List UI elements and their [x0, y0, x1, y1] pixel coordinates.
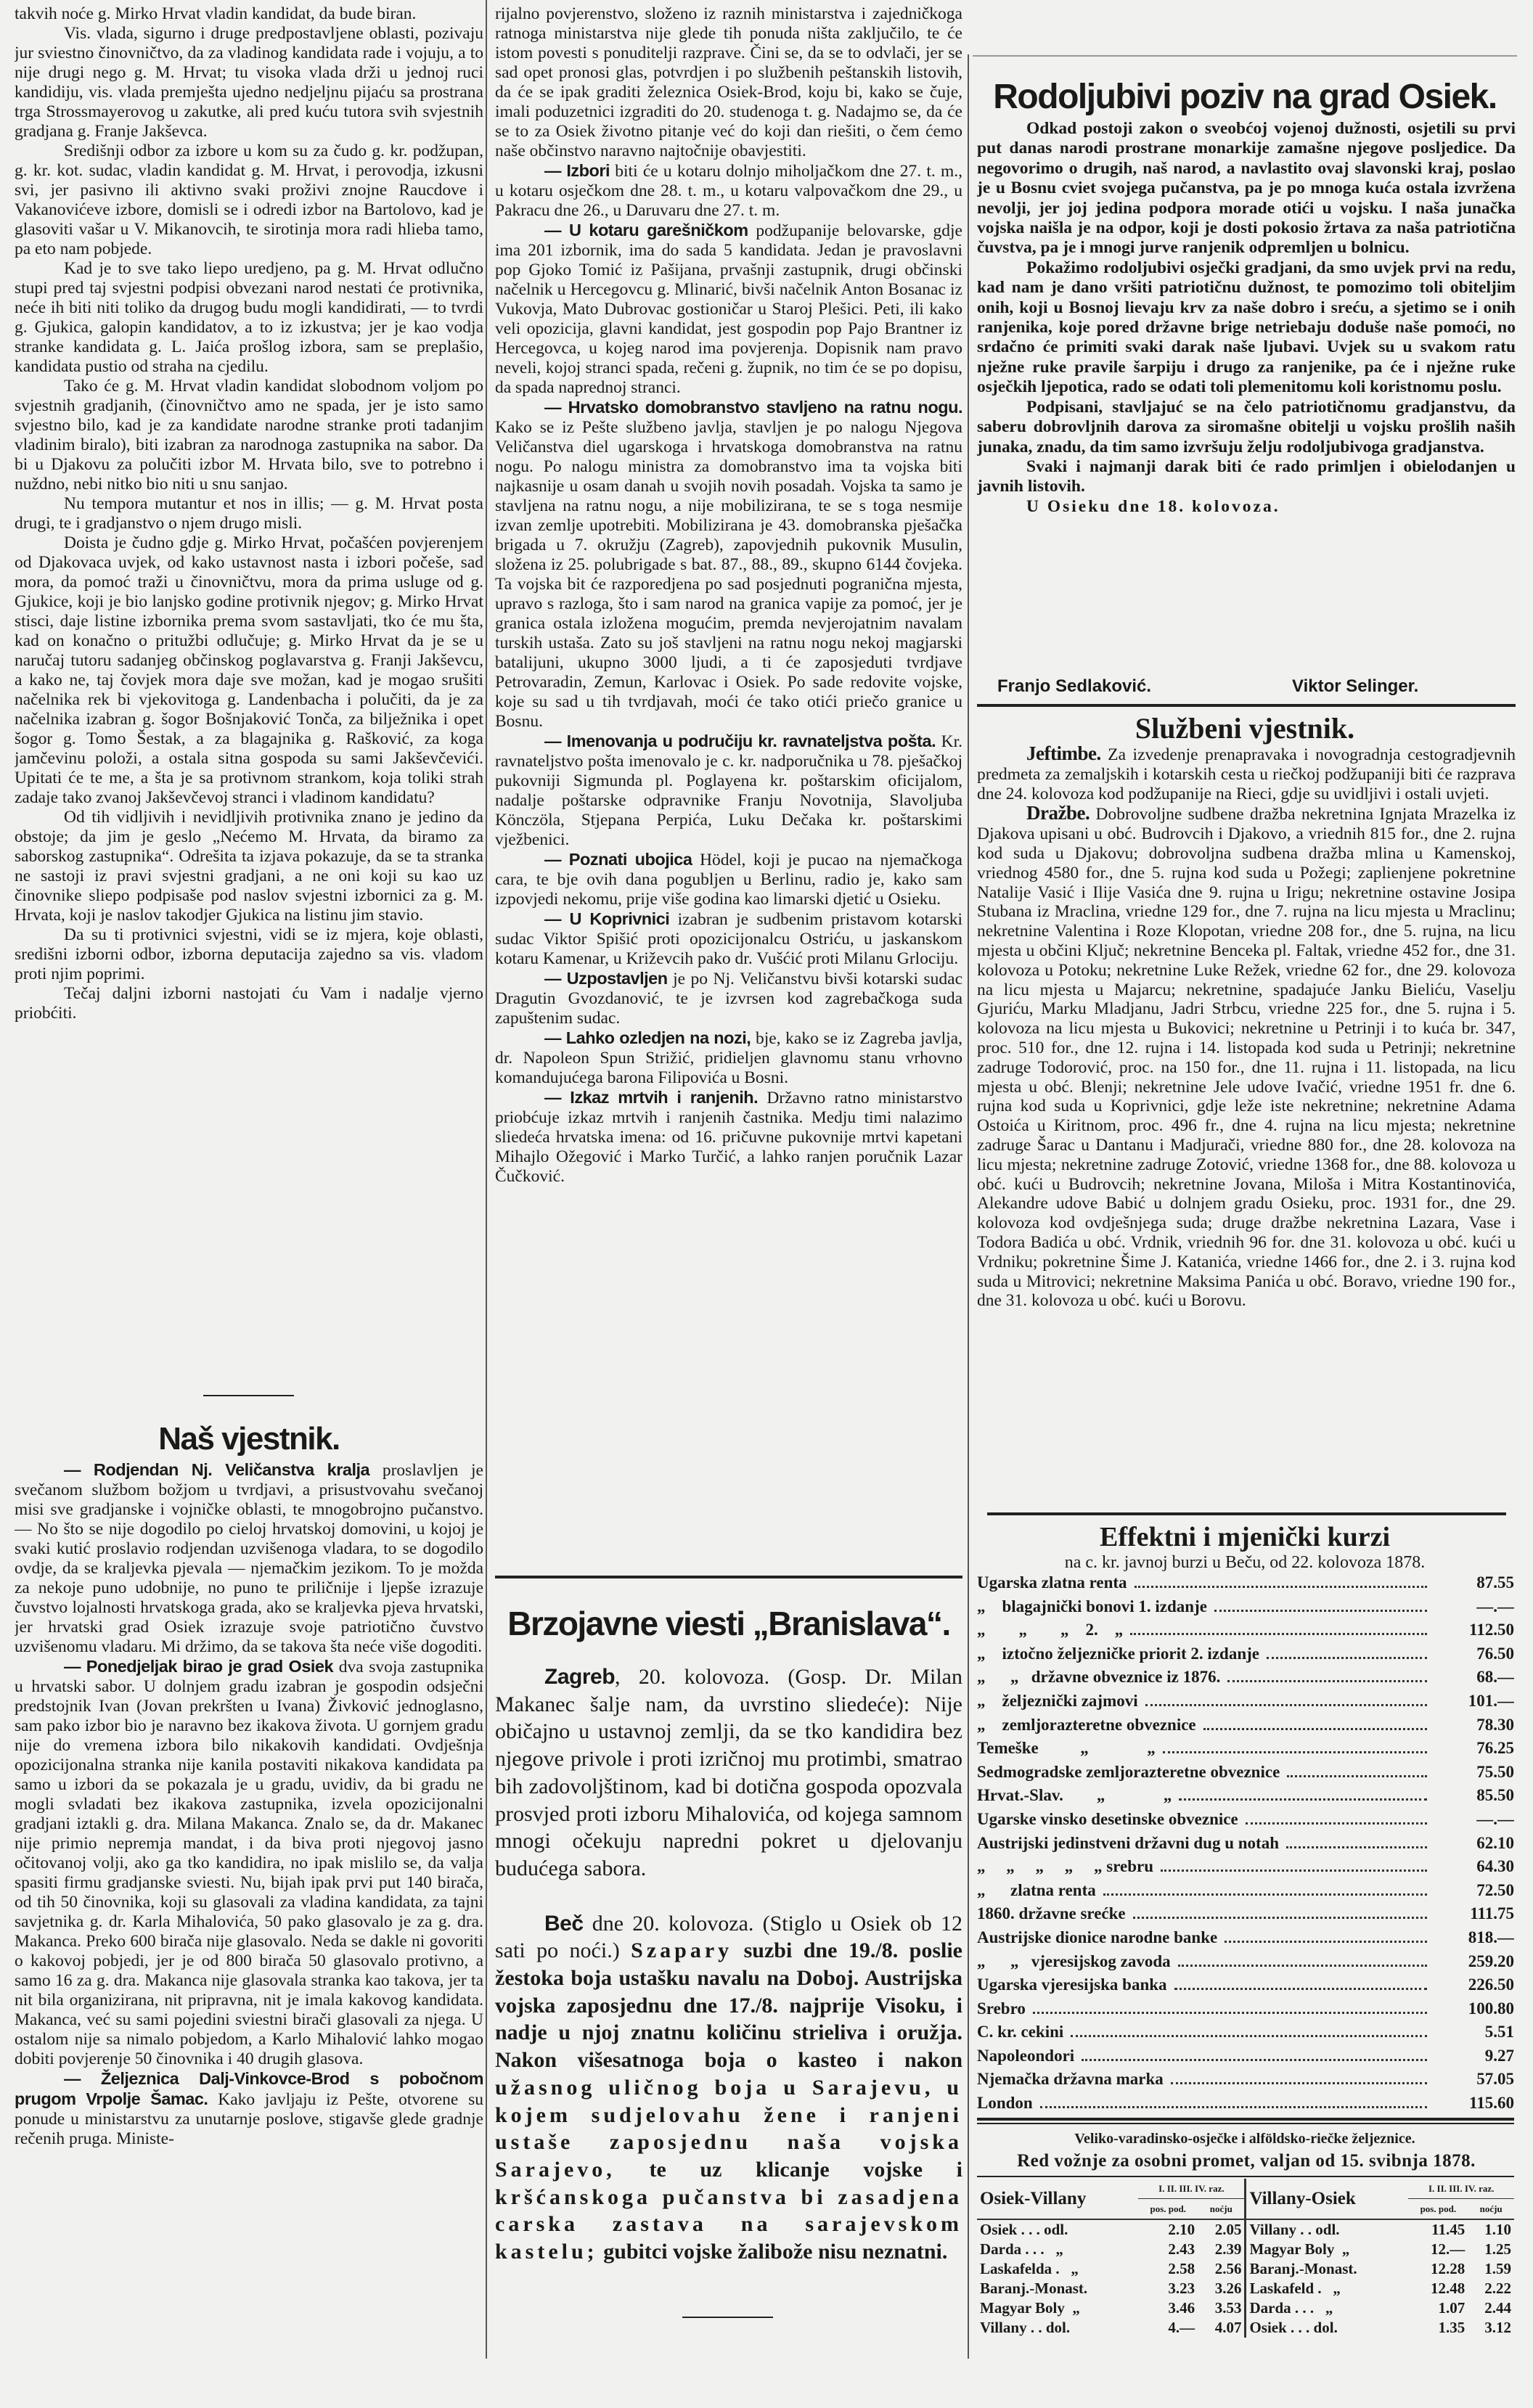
departure-time: 1.10 — [1484, 2221, 1511, 2238]
news-item — [495, 221, 962, 398]
leader-dots — [1214, 1610, 1427, 1612]
timetable-row — [977, 2298, 1514, 2318]
news-lead: — U Koprivnici — [544, 909, 670, 928]
news-lead: — Poznati ubojica — [544, 850, 692, 869]
rate-value: 68.— — [1476, 1668, 1514, 1687]
column-divider-2 — [968, 54, 969, 2359]
paragraph: Svaki i najmanji darak biti će rado primljen i obielodanjen u javnih listovih. — [977, 456, 1516, 496]
rate-label: Hrvat.-Slav. „ „ — [977, 1786, 1172, 1805]
left-direction: Osiek-Villany — [980, 2188, 1087, 2208]
news-item — [495, 1028, 962, 1088]
departure-time: 2.10 — [1168, 2221, 1195, 2238]
station-name: Villany . . dol. — [980, 2319, 1071, 2336]
rate-value: 57.05 — [1476, 2070, 1514, 2089]
news-item — [495, 909, 962, 969]
notice — [977, 803, 1516, 1311]
departure-time: 12.— — [1431, 2240, 1465, 2258]
rate-label: 1860. državne srećke — [977, 1904, 1126, 1923]
rate-value: 72.50 — [1476, 1880, 1514, 1899]
signature-selinger: Viktor Selinger. — [1292, 676, 1419, 696]
station-name: Darda . . . „ — [1246, 2298, 1408, 2318]
rate-label: Napoleondori — [977, 2046, 1075, 2065]
telegram-text: , 20. kolovoza. (Gosp. Dr. Milan Makanec šalje nam, da uvrstino sliedeće): Nije običajno u ustavnoj zemlji, da se tko kandidira bez njegove privole i proti izričnoj mu protimbi, smatrao bih zadovoljštinom, kad bi dotična gospoda opozvala prosvjed proti izboru Mihalovića, od kojega samnom mnogi očekuju napredni pokret u djelovanju budućega sabora. — [495, 1665, 962, 1880]
rate-label: „ „ „ 2. „ — [977, 1621, 1124, 1639]
rate-label: Srebro — [977, 1999, 1026, 2018]
news-text: biti će u kotaru dolnjo miholjačkom dne 27. t. m., u kotaru osječkom dne 28. t. m., u kotaru valpovačkom dne 29., u Pakracu dne 26., u Daruvaru dne 27. t. m. — [495, 162, 962, 220]
official-title: Službeni vjestnik. — [1135, 712, 1355, 745]
rate-value: 87.55 — [1476, 1573, 1514, 1592]
news-lead: — Rodjendan Nj. Veličanstva kralja — [64, 1460, 370, 1479]
news-lead: — Izkaz mrtvih i ranjenih. — [544, 1088, 759, 1107]
news-lead: — U kotaru garešničkom — [544, 221, 748, 239]
class-header: I. II. III. IV. raz. — [1408, 2179, 1514, 2199]
section-rule — [977, 704, 1516, 707]
departure-time: 2.44 — [1484, 2299, 1511, 2317]
news-lead: — Željeznica Dalj-Vinkovce-Brod s pobočnom prugom Vrpolje Šamac. — [15, 2069, 483, 2108]
paragraph: Pokažimo rodoljubivi osječki gradjani, da smo uvjek prvi na redu, kad nam je dano vršiti patriotičnu dužnost, te pomozimo toli obiteljim onih, koji u Bosnoj lievaju krv za naše dobro i sreću, a sjetimo se i onih ranjenika, koje pored državne brige netriebaju doduše naše pomoći, no srdačno će primiti svaki darak naše ljubavi. Uvjek su u svakom ratu nježne ruke pravile šarpiju i drugo za ranjenike, pa će i nježne ruke osječkih ljepotica, rado se odati toli plemenitomu koli koristnomu poslu. — [977, 258, 1516, 397]
col-a-header: pos. pod. — [1150, 2203, 1186, 2214]
rate-value: 64.30 — [1476, 1857, 1514, 1876]
rate-value: 9.27 — [1484, 2046, 1514, 2065]
news-text: bje, kako se iz Zagreba javlja, dr. Napoleon Spun Strižić, pridieljen glavnomu stanu vrhovno komandujućega barona Filipovića u Bosni. — [495, 1029, 962, 1087]
rate-value: 226.50 — [1468, 1975, 1514, 1994]
leader-dots — [1225, 1941, 1427, 1943]
departure-time: 12.28 — [1431, 2260, 1465, 2277]
leader-dots — [1103, 1893, 1427, 1896]
rate-value: 101.— — [1468, 1691, 1514, 1710]
paragraph: Odkad postoji zakon o sveobćoj vojenoj dužnosti, osjetili su prvi put danas narodi prostrane monarkije zamašne njegove posljedice. Da negovorimo o drugih, naš narod, a navlastito ovaj slavonski kraj, poslao je u Bosnu cviet svojega pučanstva, pa je po mnoga kuća ostala izvržena nevolji, jer joj jedina podpora morade otići u vojsku. I naša junačka vojska naišla je na odpor, koji je dosti pokosio žrtava za naša patriotična čuvstva, pa je i mnogi jurve ranjenik odpremljen u bolnicu. — [977, 119, 1516, 258]
departure-time: 3.23 — [1168, 2280, 1195, 2297]
rate-row — [977, 1573, 1514, 1597]
leader-dots — [1246, 1822, 1427, 1825]
notice — [977, 744, 1516, 803]
station-name: Laskafeld . „ — [1246, 2279, 1408, 2298]
paragraph: Vis. vlada, sigurno i druge predpostavljene oblasti, pozivaju jur sviestno činovničtvo, da za vladinog kandidata rade i vojuju, a to nije drugi nego g. M. Hrvat; tu visoka vlada drži u jednoj ruci kandidiju, vis. vlada premješta ujedno nedjeljnu pijaću sa prostrana trga Strossmayerovog u zakutke, ali pred kuću tutora svih svjestnih gradjana g. Franje Jakševca. — [15, 24, 483, 141]
train-subtitle: Red vožnje za osobni promet, valjan od 15. svibnja 1878. — [1017, 2151, 1476, 2171]
rate-label: Njemačka državna marka — [977, 2070, 1164, 2089]
leader-dots — [1033, 2012, 1427, 2014]
news-text: je po Nj. Veličanstvu bivši kotarski sudac Dragutin Gvozdanović, te je izvrsen kod zagrebačkoga suda zapuštenim sudac. — [495, 970, 962, 1028]
leader-dots — [1163, 1751, 1427, 1753]
paragraph: Od tih vidljivih i nevidljivih protivnika znano je jedino da obstoje; da jim je geslo „Nećemo M. Hrvata, da biramo za saborskog zastupnika“. Odrešita ta izjava pokazuje, da se ta stranka ne sastoji iz pravi svjestni gradjani, a ne oni koji su kao uz činovnike sliepo podpisaše pod naslov svjestni izbornici za g. M. Hrvata, koji je naslov takodjer Gjukica na listinu jim stavio. — [15, 808, 483, 925]
rate-label: London — [977, 2094, 1033, 2113]
separator — [682, 2317, 773, 2318]
notice-lead: Dražbe. — [1026, 802, 1090, 824]
rate-label: „ „ „ „ „ srebru — [977, 1857, 1153, 1876]
rate-row — [977, 2047, 1514, 2071]
station-name: Magyar Boly „ — [1246, 2240, 1408, 2259]
timetable-row — [977, 2259, 1514, 2279]
rate-row — [977, 2023, 1514, 2047]
station-name: Baranj.-Monast. — [1246, 2259, 1408, 2279]
rate-value: —.— — [1476, 1809, 1514, 1828]
telegram — [495, 1910, 962, 2266]
rate-value: 112.50 — [1469, 1621, 1514, 1639]
rate-row — [977, 1645, 1514, 1668]
rate-label: Austrijske dionice narodne banke — [977, 1928, 1218, 1946]
paragraph: Doista je čudno gdje g. Mirko Hrvat, počašćen povjerenjem od Djakovaca uvjek, od kako ustavnost nasta i izbori počeše, sad mora, da pomoć traži u činovničtvu, mora da prima usluge od g. Gjukice, koji je bio lanjsko godine protivnik njegov; g. Mirko Hrvat stisci, daje listine izbornika prema svom sastavljati, tko će mu šta, kad on konačno o pritužbi odlučuje; g. Mirko Hrvat da je se u naručaj tutoru sadanjeg občinskog poglavarstva g. Franji Jakševcu, a kako ne, taj čovjek mora daje sve možan, kad je mogao srušiti načelnika rek bi vjekovitoga g. Landenbacha i polučiti, da je za načelnika izabran g. šogor Bošnjaković Tonča, za bilježnika i opet šogor g. Tomo Šestak, a za blagajnika g. Rašković, za koga jamčevinu položi, a ostala sitna gospoda su sami Jakševčevići. Upitati će te me, a šta je sa protivnom strankom, koja toliki strah zadaje tako zvanoj Jakševčevoj stranci i vladinom kandidatu? — [15, 533, 483, 807]
rate-row — [977, 1975, 1514, 1999]
news-item — [495, 732, 962, 850]
departure-time: 2.58 — [1168, 2260, 1195, 2277]
rate-row — [977, 1999, 1514, 2023]
departure-time: 11.45 — [1431, 2221, 1465, 2238]
table-rule — [977, 2176, 1514, 2177]
news-item — [495, 969, 962, 1028]
departure-time: 3.12 — [1484, 2319, 1511, 2336]
rate-value: 818.— — [1468, 1928, 1514, 1946]
rate-value: 76.25 — [1476, 1739, 1514, 1758]
rate-value: 76.50 — [1476, 1644, 1514, 1663]
departure-time: 12.48 — [1431, 2280, 1465, 2297]
station-name: Villany . . odl. — [1246, 2219, 1408, 2240]
news-text: dva svoja zastupnika u hrvatski sabor. U dolnjem gradu izabran je gospodin odsječni predstojnik Ivan (Jovan prekršten u Ivana) Živković jednoglasno, sam pako izbor bio je naravno bez ikakova života. U gornjem gradu nije do vremena izbora bilo nikakovih kandidati. Ovdješnja opozicijonalna stranka nije kanila postaviti nikakova kandidata pa samo u izbori da se pokazala je u gradu, uvidiv, da bi gradu ne mogli svladati bez ikakova zastupnika, izvela opozicijonalni gradjani iztakli g. dra. Milana Makanca. Znalo se, da dr. Makanec nije primio nepremja mandat, i da biva proti njegovoj jasno očitovanoj volji, ako ga tko kandidira, no ipak mislilo se, da valja spasiti firmu gradjanske sviesti. Nu, bijah ipak prvi put 140 birača, od tih 50 činovnika, koji su glasovali za vladina kandidata, za tajni savjetnika g. dr. Karla Mihalovića, 50 pako glasovalo je za g. dra. Makanca. Preko 600 birača nije glasovalo. Neda se dakle ni govoriti o kakovoj pobjedi, jer je od 800 birača 50 glasovalo protivno, a samo 16 za g. dra. Makanca nije glasovala stranka kao takova, jer ta nit bila organizirana, nit pripravna, nit je imala kakovog kandidata. Makanca, već su sami pojedini sviestni birači glasovali za njega. U ostalom nije sa nimalo pobjedom, a Karlo Mihalović lahko mogao dobiti povjerenje 50 činovnika i 40 drugih glasova. — [15, 1658, 483, 2068]
rate-label: „ zlatna renta — [977, 1880, 1096, 1899]
rate-row — [977, 1668, 1514, 1692]
leader-dots — [1178, 1965, 1427, 1967]
timetable-row — [977, 2219, 1514, 2240]
news-text: Hödel, koji je pucao na njemačkoga cara, te bje ovih dana pogubljen u Berlinu, radio je, kako sam izpovjedi nekomu, prije više godina kao limarski djetić u Osieku. — [495, 851, 962, 909]
station-name: Osiek . . . odl. — [980, 2221, 1068, 2238]
rate-row — [977, 1716, 1514, 1740]
rate-value: 5.51 — [1484, 2023, 1514, 2042]
rate-label: Sedmogradske zemljorazteretne obveznice — [977, 1762, 1280, 1781]
rate-row — [977, 1763, 1514, 1787]
departure-time: 4.07 — [1214, 2319, 1242, 2336]
rate-row — [977, 1904, 1514, 1928]
rate-row — [977, 1692, 1514, 1716]
leader-dots — [1071, 2035, 1427, 2037]
rate-row — [977, 1739, 1514, 1763]
departure-time: 2.05 — [1214, 2221, 1242, 2238]
leader-dots — [1135, 1586, 1427, 1588]
rate-value: 85.50 — [1476, 1786, 1514, 1805]
station-name: Osiek . . . dol. — [1246, 2318, 1408, 2338]
rate-label: Ugarska vjeresijska banka — [977, 1975, 1167, 1994]
rate-label: „ željeznički zajmovi — [977, 1691, 1138, 1710]
separator — [203, 1395, 294, 1396]
leader-dots — [1287, 1775, 1427, 1777]
rate-row — [977, 1834, 1514, 1858]
timetable-row — [977, 2318, 1514, 2338]
appeal-title: Rodoljubivi poziv na grad Osiek. — [993, 78, 1497, 116]
rates-subtitle: na c. kr. javnoj burzi u Beču, od 22. kolovoza 1878. — [1064, 1553, 1426, 1572]
section-title-telegrams: Brzojavne viesti „Branislava“. — [507, 1605, 950, 1642]
news-text: Kr. ravnateljstvo pošta imenovalo je c. kr. nadporučnika u 78. pješačkoj pukovniji Sigmunda pl. Poglayena kr. poštarskim oficijalom, nadalje poštarske odpravnike Franju Novotnija, Slavoljuba Könczöla, Stjepana Perpića, Luku Dečaka kr. poštarskimi vježbenici. — [495, 732, 962, 849]
telegram-emphasis: kršćanskoga pučanstva bi zasadjena carska zastava na sarajevskom kastelu; — [495, 2184, 962, 2264]
station-name: Magyar Boly „ — [980, 2299, 1080, 2317]
telegrams — [495, 1663, 962, 2302]
rate-row — [977, 1928, 1514, 1952]
col-b-header: noćju — [1209, 2203, 1232, 2214]
rate-label: Ugarske vinsko desetinske obveznice — [977, 1809, 1238, 1828]
station-name: Darda . . . „ — [980, 2240, 1063, 2258]
leader-dots — [1082, 2059, 1427, 2061]
departure-time: 3.26 — [1214, 2280, 1242, 2297]
departure-time: 2.39 — [1214, 2240, 1242, 2258]
news-lead: — Lahko ozledjen na nozi, — [544, 1028, 751, 1047]
paragraph: Tečaj daljni izborni nastojati ću Vam i nadalje vjerno priobćiti. — [15, 984, 483, 1023]
rate-row — [977, 1786, 1514, 1810]
paragraph: Nu tempora mutantur et nos in illis; — g. M. Hrvat posta drugi, te i gradjanstvo o njem drugo misli. — [15, 494, 483, 533]
rate-label: Ugarska zlatna renta — [977, 1573, 1127, 1592]
telegram-lead: Zagreb — [544, 1665, 616, 1689]
rate-label: C. kr. cekini — [977, 2023, 1064, 2042]
paragraph: Tako će g. M. Hrvat vladin kandidat slobodnom voljom po svjestnih gradjanih, (činovničtvo amo ne spada, jer je isto samo svjestno bilo, kad je za kandidate narodne stranke proti tadanjim vladinim biralo), biti izabran za narodnoga zastupnika na sabor. Da bi u Djakovu za polučiti izbor M. Hrvata bilo, sve to potrebno i nuždno, nebi nitko bio niti u snu sanjao. — [15, 377, 483, 494]
col-b-header: noćju — [1479, 2203, 1503, 2214]
column-divider-1 — [486, 0, 487, 2359]
departure-time: 3.53 — [1214, 2299, 1242, 2317]
rate-row — [977, 1857, 1514, 1881]
paragraph: Kad je to sve tako liepo uredjeno, pa g. M. Hrvat odlučno stupi pred taj svjestni podpisi obvezani narod nestati će protivnika, neće ih biti niti toliko da drugog budu mogli kandidirati, — to tvrdi g. Gjukica, galopin kandidatov, a to iz izkustva; jer je kao vodja stranke kandidata g. L. Jaića prošlog izbora, sam se preplašio, kandidata pustio od straha na cjedilu. — [15, 259, 483, 376]
telegram-text: gubitci vojske žalibože nisu neznatni. — [597, 2240, 948, 2264]
signature-sedlakovic: Franjo Sedlaković. — [997, 676, 1152, 696]
paragraph: Središnji odbor za izbore u kom su za čudo g. kr. podžupan, g. kr. kot. sudac, vladin kandidat g. M. Hrvat, i perovodja, izkusni svi, jer pasivno ili aktivno svaki proživi znojne Raucdove i Vakanovićeve izbore, domisli se i odredi izbor na Bartolovo, kad je glasoviti vašar u V. Mikanovcih, te sirotinja mora radi hlieba tamo, pa eto nam pobjede. — [15, 142, 483, 258]
news-continued — [495, 4, 962, 1565]
departure-time: 2.56 — [1214, 2260, 1242, 2277]
telegram-emphasis: Szapary — [631, 1938, 733, 1963]
timetable-row — [977, 2240, 1514, 2259]
election-article — [15, 4, 483, 1383]
news-text: Kako javljaju iz Pešte, otvorene su ponude u ministarstvu za unutarnje poslove, stigavše glede gradnje rečenih pruga. Ministe- — [15, 2090, 483, 2148]
leader-dots — [1227, 1680, 1427, 1682]
news-item — [495, 161, 962, 221]
rate-row — [977, 2094, 1514, 2118]
class-header: I. II. III. IV. raz. — [1138, 2179, 1246, 2199]
rate-label: „ iztočno željezničke priorit 2. izdanje — [977, 1644, 1259, 1663]
rates-title: Effektni i mjenički kurzi — [1099, 1522, 1391, 1552]
news-lead: — Ponedjeljak birao je grad Osiek — [64, 1657, 334, 1676]
rate-row — [977, 1621, 1514, 1645]
official-notices — [977, 744, 1516, 1504]
telegram-text: suzbi dne 19./8. poslie žestoka boja ustašku navalu na Doboj. Austrijska vojska zaposjednu dne 17./8. najprije Visoku, i nadje u njoj znatnu količinu strieliva i oružja. Nakon višesatnoga boja o kasteo i nakon — [495, 1938, 962, 2073]
rate-value: 62.10 — [1476, 1833, 1514, 1852]
leader-dots — [1174, 1988, 1427, 1990]
leader-dots — [1161, 1870, 1427, 1872]
leader-dots — [1130, 1633, 1427, 1635]
rate-row — [977, 1597, 1514, 1621]
departure-time: 1.07 — [1438, 2299, 1465, 2317]
news-item — [15, 2069, 483, 2149]
leader-dots — [1040, 2106, 1427, 2108]
news-text: proslavljen je svečanom službom božjom u tvrdjavi, a prisustvovahu svečanoj misi sve gradjanske i vojničke oblasti, te mnogobrojno pučanstvo. — No što se nije dogodilo po cieloj hrvatskoj domovini, u kojoj je svaki kutić proslavio rodjendan uzvišenoga vladara, to se dogodilo ovdje, da se kraljevka pjevala — njemačkim jezikom. To je možda za nekoje puno udobnije, no puno te priličnije i ljepše izrazuje čuvstvo lojalnosti hrvatskoga grada, ako se kraljevka pjeva hrvatski, jer hrvatski grad Osiek izrazuje svoje patriotično čuvstvo uzvišenomu vladaru. Mi držimo, da se takova šta neće više dogoditi. — [15, 1461, 483, 1656]
place-date: U Osieku dne 18. kolovoza. — [1026, 496, 1280, 516]
leader-dots — [1286, 1846, 1427, 1848]
departure-time: 1.25 — [1484, 2240, 1511, 2258]
rate-value: 111.75 — [1470, 1904, 1514, 1923]
news-lead: — Izbori — [544, 161, 610, 180]
section-rule — [987, 1512, 1506, 1515]
leader-dots — [1133, 1917, 1427, 1919]
rate-label: „ „ vjeresijskog zavoda — [977, 1952, 1171, 1970]
rate-label: „ blagajnički bonovi 1. izdanje — [977, 1597, 1207, 1615]
rates-list — [977, 1573, 1514, 2119]
top-rule — [973, 55, 1517, 57]
train-title: Veliko-varadinsko-osječke i alföldsko-riečke željeznice. — [1074, 2131, 1415, 2147]
news-text: Kako se iz Pešte službeno javlja, stavljen je po nalogu Njegova Veličanstva diel ugarskoga i hrvatskoga domobranstva na ratnu nogu. Po nalogu ministra za domobranstvo ima ta vojska biti najkasnije u osam danah u svojih novih posadah. Vojska ta samo je stavljena na ratnu nogu, a nije mobilizirana, te se s toga nesmije izvan zemlje upotrebiti. Mobilizirana je 43. domobranska pješačka brigada u 7. okružju (Zagreb), zapovjednih pukovnik Musulin, složena iz 25. polubrigade s bat. 87., 88., 89., skupno 6144 čovjeka. Ta vojska bit će razporedjena po sad posjednuti pogranična mjesta, upravo s razloga, što i sam narod na granica vapije za pomoć, jer je granica ostala izložena mogućim, premda nevjerojatnim navalam turskih ustaša. Zato su još stavljeni na ratnu nogu nekoj magjarski batalijuni, ukupno 3000 ljudi, a ti će zaposjeduti tvrdjave Petrovaradin, Zemun, Karlovac i Osiek. Po sade redovite vojske, koje su sad u tih tvrdjavah, moći će tako otići priečo granice u Bosnu. — [495, 418, 962, 731]
telegram-lead: Beč — [544, 1911, 584, 1936]
telegram-emphasis: užasnog uličnog boja u Sarajevu, u kojem sudjelovahu žene i ranjeni ustaše zaposjednu naša vojska Sarajevo, — [495, 2075, 962, 2182]
rate-value: 115.60 — [1469, 2094, 1514, 2113]
rate-row — [977, 1810, 1514, 1834]
news-lead: — Imenovanja u područiju kr. ravnateljstva pošta. — [544, 732, 936, 750]
news-item — [15, 1657, 483, 2069]
telegram-text: dne 20. kolovoza. (Stiglo u Osiek ob 12 sati po noći.) — [495, 1911, 962, 1963]
station-name: Baranj.-Monast. — [980, 2280, 1088, 2297]
double-rule — [977, 2123, 1514, 2124]
rate-label: Temeške „ „ — [977, 1739, 1156, 1758]
leader-dots — [1179, 1798, 1427, 1801]
rate-row — [977, 1952, 1514, 1976]
departure-time: 1.35 — [1438, 2319, 1465, 2336]
paragraph: Da su ti protivnici svjestni, vidi se iz mjera, koje oblasti, središni izborni odbor, izborna deputacija zajedno sa vis. vladom proti njim poprimi. — [15, 925, 483, 983]
double-rule — [495, 1576, 962, 1578]
paragraph: Podpisani, stavljajuć se na čelo patriotičnomu gradjanstvu, da saberu dobrovljnih darova za siromašne obitelji u vojsku prošlih naših junaka, znadu, da tim samo izvršuju želju rodoljubivoga gradjanstva. — [977, 397, 1516, 456]
rate-value: 259.20 — [1468, 1952, 1514, 1970]
leader-dots — [1203, 1728, 1427, 1730]
rate-label: „ „ državne obveznice iz 1876. — [977, 1668, 1221, 1687]
rate-row — [977, 2070, 1514, 2094]
news-text: Državno ratno ministarstvo priobćuje izkaz mrtvih i ranjenih častnika. Medju timi nalazimo sliedeća hrvatska imena: od 16. pričuvne pukovnije mrtvi kapetani Mihajlo Ožegović i Marko Turčić, a lahko ranjen poručnik Lazar Čučković. — [495, 1089, 962, 1186]
news-item — [495, 4, 962, 161]
section-title-nas-vjestnik: Naš vjestnik. — [158, 1421, 340, 1457]
departure-time: 1.59 — [1484, 2260, 1511, 2277]
news-text: rijalno povjerenstvo, složeno iz raznih ministarstva i zajedničkoga ratnoga ministarstva nije glede tih ponuda ništa zaključilo, te će istom povesti s ponuditelji razprave. Čini se, da se to odvlači, jer se sad opet pronosi glas, potvrdjen i po službenih peštanskih listovih, da će se ipak graditi železnica Osiek-Brod, koju bi, kako se čuje, imali poduzetnici izgraditi do 20. studenoga t. g. Nadajmo se, da će se to za Osiek životno pitanje već do koji dan riešiti, o čem ćemo naše občinstvo naravno najtočnije obavjestiti. — [495, 4, 962, 160]
rate-label: „ zemljorazteretne obveznice — [977, 1715, 1196, 1734]
departure-time: 2.22 — [1484, 2280, 1511, 2297]
rate-value: 78.30 — [1476, 1715, 1514, 1734]
double-rule — [977, 2118, 1514, 2121]
departure-time: 4.— — [1168, 2319, 1195, 2336]
notice-text: Za izvedenje prenapravaka i novogradnja cestogradjevnih predmeta za zemaljskih i kotarskih cesta u riečkoj podžupaniji biti će razprava dne 24. kolovoza kod podžupanije na Rieci, gdje su uvidljivi i ostali uvjeti. — [977, 745, 1516, 803]
col-a-header: pos. pod. — [1420, 2203, 1457, 2214]
timetable-row — [977, 2279, 1514, 2298]
news-item — [495, 850, 962, 909]
news-item — [495, 398, 962, 732]
telegram-text: te uz klicanje vojske i — [615, 2157, 962, 2182]
news-lead: — Hrvatsko domobranstvo stavljeno na ratnu nogu. — [544, 398, 962, 417]
news-item — [495, 1088, 962, 1187]
rate-value: 75.50 — [1476, 1762, 1514, 1781]
departure-time: 3.46 — [1168, 2299, 1195, 2317]
right-direction: Villany-Osiek — [1246, 2179, 1408, 2219]
news-text: izabran je sudbenim pristavom kotarski sudac Viktor Spišić proti opozicijonalcu Ostriću, u jaskanskom kotaru Kamenar, u Križevcih pako dr. Vušćić proti Milanu Grlociju. — [495, 910, 962, 968]
news-lead: — Uzpostavljen — [544, 969, 668, 988]
train-timetable — [977, 2179, 1514, 2338]
leader-dots — [1267, 1657, 1427, 1659]
telegram — [495, 1663, 962, 1883]
notice-lead: Jeftimbe. — [1026, 744, 1101, 764]
news-item — [15, 1460, 483, 1657]
departure-time: 2.43 — [1168, 2240, 1195, 2258]
rate-row — [977, 1881, 1514, 1905]
notice-text: Dobrovoljne sudbene dražba nekretnina Ignjata Mrazelka iz Djakova upisani u obć. Budrovcih i Djakovo, a vriednih 815 for., dne 2. rujna kod suda u Djakovu; dobrovoljna sudbena dražba mlina u Kamenskoj, vriednog 4580 for., dne 5. rujna kod suda u Požegi; zaplienjene pokretnine Natalije Vasić i Ilije Vasića dne 9. rujna u Irigu; nekretnine ostavine Josipa Stubana iz Mraclina, vriedne 129 for., dne 7. rujna na licu mjesta u Mraclinu; nekretnine Valentina i Roze Klopotan, vriedne 208 for., dne 5. rujna, na licu mjesta u občini Ključ; nekretnine Benceka pl. Faltak, vriedne 452 for., dne 31. kolovoza u Potoku; nekretnine Luke Režek, vriedne 62 for., dne 29. kolovoza na licu mjesta u Majarcu; nekretnine, spadajuće Janku Bieliću, Vaselju Gjuriću, Marku Mladjanu, Jadri Strbcu, vriedne 225 for., dne 5. rujna i 5. kolovoza na licu mjesta u Bukovici; nekretnine u Petrinji i to kuća br. 347, proc. 510 for., dne 12. rujna i 14. listopada kod suda u Petrinji; nekretnine zadruge Todorović, proc. na 150 for., dne 11. rujna i 11. listopada, na licu mjesta u obć. Blenji; nekretnine Jele udove Ivačić, vriedne 1951 fr. dne 6. rujna kod suda u Koprivnici, gdje leže iste nekretnine; nekretnine Adama Ostoića u Kiritnom, proc. 496 fr., dne 4. rujna na licu mjesta; nekretnine zadruge Šarac u Dantanu i Madjurači, vriedne 880 for., dne 28. kolovoza na licu mjesta; nekretnine zadruge Zotović, vriedne 1368 for., dne 88. kolovoza u obć. kući u Budrovcih; nekretnine Jovana, Miloša i Mitra Kostantinovića, Alekandre udove Babić u dolnjem gradu Osieku, proc. 1931 for., dne 29. kolovoza kod ovdješnjega suda; druge dražbe nekretnina Lazara, Vase i Todora Badića u obć. Vrdnik, vriednih 96 for. dne 31. kolovoza u obć. kući u Vrdniku; pokretnine Šime J. Katanića, vriedne 1466 for., dne 2. i 3. rujna kod suda u Mitrovici; nekretnine Maksima Panića u obć. Boravo, vriedne 190 for., dne 31. kolovoza u obć. kući u Borovu. — [977, 805, 1516, 1311]
news-text: podžupanije belovarske, gdje ima 201 izbornik, ima do sada 5 kandidata. Jedan je pravoslavni pop Gjoko Tomić iz Pašijana, prvašnji zastupnik, drugi občinski načelnik u Hercegovcu g. Mlinarić, bivši načelnik Anton Bosanac iz Vukovja, Mato Dubrovac gostioničar u Staroj Plešici. Peti, ili kako veli opozicija, glavni kandidat, jest gospodin pop Pajo Brantner iz Hercegovca, u kojeg narod ima povjerenja. Dopisnik nam pravo neveli, kojoj stranci spada, rečeni g. župnik, no tim će se po dopisu, da spada naprednoj stranci. — [495, 221, 962, 397]
leader-dots — [1145, 1704, 1427, 1706]
leader-dots — [1171, 2082, 1427, 2084]
local-news — [15, 1460, 483, 2408]
rate-value: —.— — [1476, 1597, 1514, 1615]
rate-label: Austrijski jedinstveni državni dug u notah — [977, 1833, 1279, 1852]
rate-value: 100.80 — [1468, 1999, 1514, 2018]
paragraph: takvih noće g. Mirko Hrvat vladin kandidat, da bude biran. — [15, 4, 417, 23]
station-name: Laskafelda . „ — [980, 2260, 1079, 2277]
appeal-article — [977, 119, 1516, 678]
